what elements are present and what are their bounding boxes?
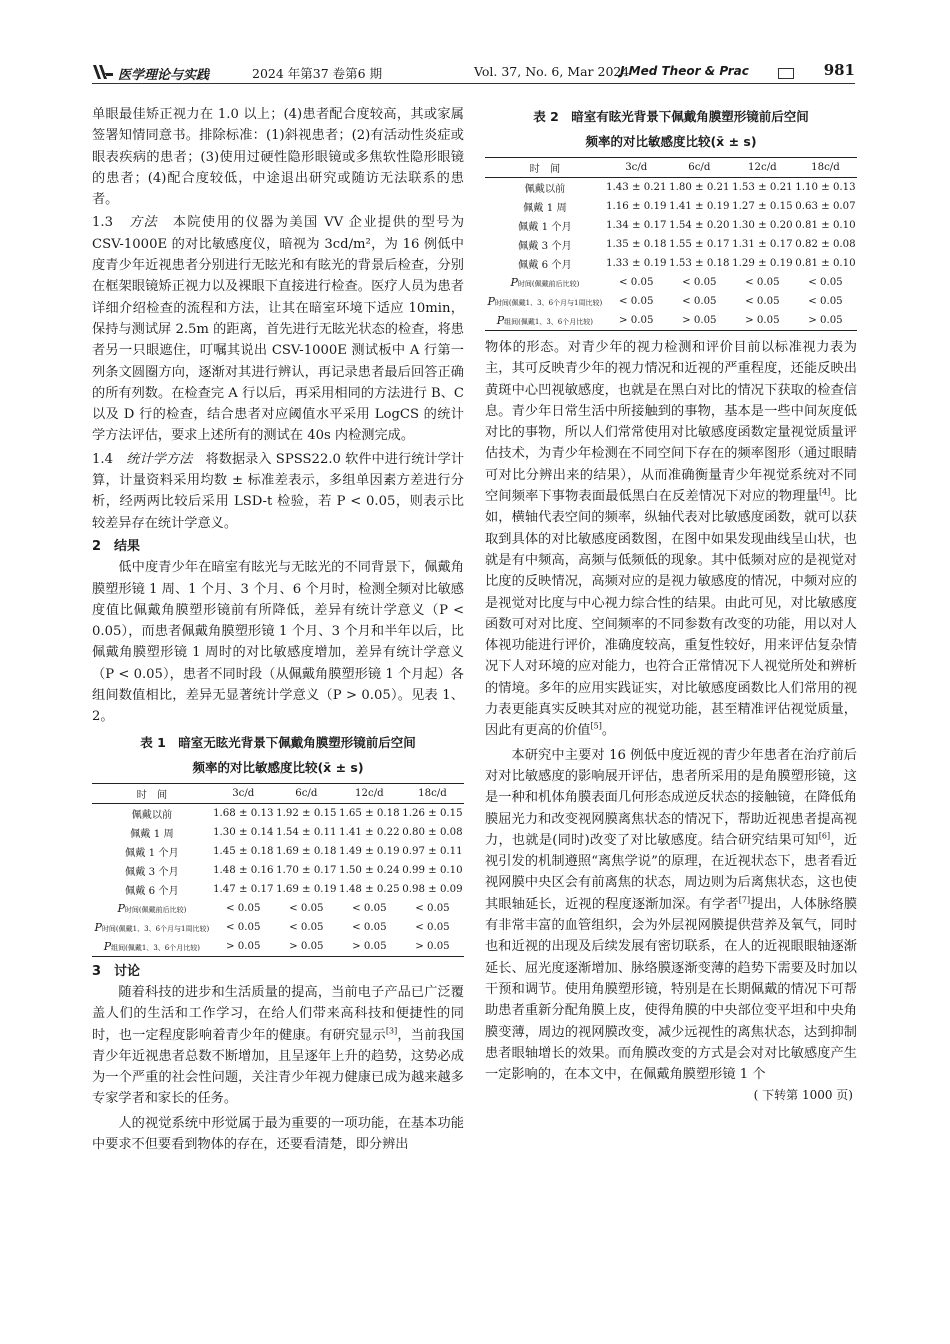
table-row (92, 823, 464, 842)
table-cell: 1.33 ± 0.19 (606, 258, 667, 269)
table-p-row (485, 273, 857, 292)
column-header: 18c/d (418, 787, 447, 799)
p-subscript: 时间(佩戴1、3、6个月与1周比较) (494, 299, 603, 307)
table-cell: 0.80 ± 0.08 (402, 826, 463, 838)
p-symbol: P (487, 295, 495, 308)
table-row (485, 178, 857, 198)
table-cell: < 0.05 (745, 277, 780, 288)
table-cell: < 0.05 (289, 921, 324, 933)
section-number: 1.4 (92, 451, 113, 467)
table-caption: 表 2 暗室有眩光背景下佩戴角膜塑形镜前后空间 (533, 109, 809, 124)
table-cell: 1.48 ± 0.25 (339, 883, 400, 895)
column-header: 时 间 (136, 789, 168, 801)
table-cell: 1.80 ± 0.21 (669, 182, 730, 193)
table-row (485, 254, 857, 273)
paragraph (485, 745, 857, 1086)
table-cell: 1.30 ± 0.14 (213, 826, 274, 838)
column-header: 18c/d (811, 162, 840, 173)
table-p-row (92, 899, 464, 918)
citation: [4] (818, 487, 831, 497)
table-cell: 1.50 ± 0.24 (339, 864, 400, 876)
column-header: 12c/d (748, 162, 777, 173)
p-label (92, 918, 212, 937)
table-cell: < 0.05 (352, 921, 387, 933)
table-cell: 1.92 ± 0.15 (276, 807, 337, 819)
paragraph: 低中度青少年在暗室有眩光与无眩光的不同背景下，佩戴角膜塑形镜 1 周、1 个月、3 个月、6 个月时，检测全频对比敏感度值比佩戴角膜塑形镜前有所降低，差异有统计学意义（P < 0.05），而患者佩戴角膜塑形镜 1 个月、3 个月和半年以后，比佩戴角膜塑形镜 1 周时的对比敏感度增加，差异有统计学意义（P < 0.05），患者不同时段（从佩戴角膜塑形镜 1 个月起）各组间数值相比，差异无显著统计学意义（P > 0.05）。见表 1、2。 (92, 560, 464, 725)
table-row (92, 880, 464, 899)
table-cell: 1.69 ± 0.19 (276, 883, 337, 895)
table-cell: < 0.05 (226, 921, 261, 933)
table-cell: 佩戴 1 个月 (518, 222, 572, 233)
table-caption: 频率的对比敏感度比较(x̄ ± s) (585, 134, 757, 149)
table-cell: 0.98 ± 0.09 (402, 883, 463, 895)
table-cell: > 0.05 (682, 315, 717, 326)
p-subscript: 时间(佩戴前后比较) (517, 280, 580, 288)
column-header: 3c/d (232, 787, 255, 799)
table-row (92, 803, 464, 823)
table-cell: < 0.05 (745, 296, 780, 307)
journal-logo-icon (92, 63, 114, 81)
table-cell: 1.10 ± 0.13 (795, 182, 856, 193)
continued-note: ( 下转第 1000 页) (753, 1088, 853, 1103)
table-1 (92, 730, 464, 957)
table-p-row (92, 937, 464, 957)
section-text: 本院使用的仪器为美国 VV 企业提供的型号为 CSV-1000E 的对比敏感度仪，暗视为 3cd/m²，为 16 例低中度青少年近视患者分别进行无眩光和有眩光的背景后检查，分别在框架眼镜矫正视力以及裸眼下直接进行检查。医疗人员为患者详细介绍检查的流程和方法，让其在暗室环境下适应 10min，保持与测试屏 2.5m 的距离，首先进行无眩光状态的检查，将患者另一只眼遮住，叮嘱其说出 CSV-1000E 测试板中 A 行第一列条文圆圈方向，逐渐对其进行辨认，再记录患者最后回答正确的所有列数。在检查完 A 行以后，再采用相同的方法进行 B、C 以及 D 行的检查，结合患者对应阈值水平采用 LogCS 的统计学方法评估，要求上述所有的测试在 40s 内检测完成。 (92, 215, 465, 444)
table-cell: < 0.05 (808, 296, 843, 307)
p-label (485, 273, 605, 292)
table-cell: 1.53 ± 0.18 (669, 258, 730, 269)
table-cell: < 0.05 (226, 902, 261, 914)
journal-name-cn: 医学理论与实践 (118, 68, 210, 83)
table-cell: < 0.05 (682, 277, 717, 288)
table-row (485, 235, 857, 254)
table-cell: > 0.05 (352, 940, 387, 952)
table-cell: 1.30 ± 0.20 (732, 220, 793, 231)
table-cell: > 0.05 (226, 940, 261, 952)
table-cell: < 0.05 (415, 902, 450, 914)
table-cell: 佩戴 6 个月 (518, 260, 572, 271)
table-cell: < 0.05 (289, 902, 324, 914)
table-cell: 0.97 ± 0.11 (402, 845, 463, 857)
table-cell: 1.69 ± 0.18 (276, 845, 337, 857)
table-cell: 0.99 ± 0.10 (402, 864, 463, 876)
section-label: 统计学方法 (126, 451, 193, 467)
citation: [3] (385, 1026, 398, 1036)
text: 物体的形态。对青少年的视力检测和评价目前以标准视力表为主，其可反映青少年的视力情况和近视的严重程度，还能反映出黄斑中心凹视敏感度，也就是在黑白对比的情况下获取的检查信息。青少年日常生活中所接触到的事物，基本是一些中间灰度低对比的事物，所以人们常常使用对比敏感度函数定量视觉质量评估技术，为青少年检测在不同空间下存在的频率图形（通过眼睛可对比分辨出来的结果），从而准确衡量青少年视觉系统对不同空间频率下事物表面最低黑白在反差情况下对应的物理量 (485, 340, 857, 505)
p-symbol: P (117, 901, 125, 915)
text: 随着科技的进步和生活质量的提高，当前电子产品已广泛覆盖人们的生活和工作学习，在给人们带来高科技和便捷性的同时，也一定程度影响着青少年的健康。有研究显示 (92, 984, 464, 1043)
text: 。比如，横轴代表空间的频率，纵轴代表对比敏感度函数，就可以获取到具体的对比敏感度函数图，在图中如果发现曲线呈山状，也就是有中频高，高频与低频低的现象。其中低频对应的是视觉对比度的反映情况，高频对应的是视力敏感度的情况，中频对应的是视觉对比度与中心视力综合性的结果。由此可见，对比敏感度函数可对对比度、空间频率的不同参数有改变的功能，用以对人体视功能进行评价，准确度较高，重复性较好，用来评估复杂情况下人对环境的应对能力，也符合正常情况下人视觉所处和辨析的情境。多年的应用实践证实，对比敏感度函数比人们常用的视力表更能真实反映其对应的视觉功能，甚至精准评估视觉质量，因此有更高的价值 (485, 489, 858, 739)
data-table (485, 157, 857, 331)
table-cell: 1.29 ± 0.19 (732, 258, 793, 269)
page-header (92, 60, 855, 86)
p-label (485, 311, 605, 331)
table-cell: 佩戴 1 周 (523, 203, 567, 214)
column-header: 6c/d (295, 787, 318, 799)
table-cell: 1.49 ± 0.19 (339, 845, 400, 857)
table-cell: 1.68 ± 0.13 (213, 807, 274, 819)
journal-name-en: J Med Theor & Prac (620, 64, 749, 78)
citation: [7] (738, 895, 751, 905)
table-cell: 0.81 ± 0.10 (795, 258, 856, 269)
section-heading-discussion: 3 讨论 (92, 963, 141, 979)
paragraph (485, 337, 857, 742)
section-text: 将数据录入 SPSS22.0 软件中进行统计学计算，计量资料采用均数 ± 标准差表示，多组单因素方差进行分析，经两两比较后采用 LSD-t 检验，若 P < 0.05，则表示比较差异存在统计学意义。 (92, 451, 465, 531)
text: ，当前我国青少年近视患者总数不断增加，且呈逐年上升的趋势，这势必成为一个严重的社会性问题，关注青少年视力健康已成为越来越多专家学者和家长的任务。 (92, 1027, 465, 1107)
table-cell: > 0.05 (289, 940, 324, 952)
table-cell: < 0.05 (352, 902, 387, 914)
table-cell: 1.48 ± 0.16 (213, 864, 274, 876)
table-p-row (485, 311, 857, 331)
text: 本研究中主要对 16 例低中度近视的青少年患者在治疗前后对对比敏感度的影响展开评估，患者所采用的是角膜塑形镜，这是一种和机体角膜表面几何形态成逆反状态的接触镜，在降低角膜屈光力和改变视网膜离焦状态的情况下，帮助近视患者提高视力，也就是(同时)改变了对比敏感度。结合研究结果可知 (485, 747, 857, 848)
table-cell: 1.31 ± 0.17 (732, 239, 793, 250)
table-row (92, 861, 464, 880)
table-cell: < 0.05 (415, 921, 450, 933)
table-cell: > 0.05 (808, 315, 843, 326)
table-cell: 1.26 ± 0.15 (402, 807, 463, 819)
section-1-4 (92, 449, 464, 534)
table-caption: 频率的对比敏感度比较(x̄ ± s) (192, 759, 364, 775)
column-header: 12c/d (355, 787, 384, 799)
citation: [5] (590, 721, 602, 731)
table-cell: 佩戴以前 (131, 809, 173, 821)
table-cell: 0.82 ± 0.08 (795, 239, 856, 250)
page-number: 981 (823, 61, 855, 79)
table-row (92, 842, 464, 861)
p-symbol: P (94, 920, 102, 934)
table-row (485, 197, 857, 216)
paragraph (92, 982, 464, 1110)
table-cell: 佩戴 3 个月 (518, 241, 572, 252)
citation: [6] (818, 831, 831, 841)
table-cell: 1.16 ± 0.19 (606, 201, 667, 212)
table-cell: 1.35 ± 0.18 (606, 239, 667, 250)
table-cell: 1.41 ± 0.22 (339, 826, 400, 838)
p-subscript: 组间(佩戴1、3、6个月比较) (504, 318, 593, 326)
table-cell: 1.55 ± 0.17 (669, 239, 730, 250)
header-rule (92, 83, 855, 84)
issue-cn: 2024 年第37 卷第6 期 (252, 66, 383, 81)
table-cell: < 0.05 (619, 277, 654, 288)
table-p-row (485, 292, 857, 311)
p-subscript: 时间(佩戴前后比较) (124, 905, 187, 914)
table-cell: 佩戴 6 个月 (125, 885, 179, 897)
volume-info: Vol. 37, No. 6, Mar 2024 (474, 64, 630, 79)
right-column (485, 104, 857, 1106)
p-label (485, 292, 605, 311)
table-cell: > 0.05 (415, 940, 450, 952)
table-cell: 佩戴 1 个月 (125, 847, 179, 859)
table-cell: 佩戴 1 周 (130, 828, 174, 840)
table-cell: 1.45 ± 0.18 (213, 845, 274, 857)
table-header-row (92, 783, 464, 803)
paragraph: 单眼最佳矫正视力在 1.0 以上；(4)患者配合度较高，其或家属签署知情同意书。排除标准：(1)斜视患者；(2)有活动性炎症或眼表疾病的患者；(3)使用过硬性隐形眼镜或多焦软性隐形眼镜的患者；(4)配合度较低，中途退出研究或随访无法联系的患者。 (92, 107, 464, 208)
table-cell: 1.41 ± 0.19 (669, 201, 730, 212)
table-header-row (485, 158, 857, 178)
text: 提出，人体脉络膜有非常丰富的血管组织，会为外层视网膜提供营养及氧气，同时也和近视的出现及后续发展有密切联系，在人的近视眼眼轴逐渐延长、屈光度逐渐增加、脉络膜逐渐变薄的趋势下需要及时加以干预和调节。使用角膜塑形镜，特别是在长期佩戴的情况下可帮助患者重新分配角膜上皮，使得角膜的中央部位变平坦和中央角膜变薄，周边的视网膜改变，减少远视性的离焦状态，达到抑制患者眼轴增长的效果。而角膜改变的方式是会对对比敏感度产生一定影响的，在本文中，在佩戴角膜塑形镜 1 个 (485, 896, 858, 1083)
table-cell: 佩戴 3 个月 (125, 866, 179, 878)
text: 。 (601, 723, 616, 739)
p-label (92, 937, 212, 957)
table-cell: 1.43 ± 0.21 (606, 182, 667, 193)
header-box-icon (778, 68, 794, 79)
p-subscript: 组间(佩戴1、3、6个月比较) (111, 943, 200, 952)
table-cell: 1.54 ± 0.20 (669, 220, 730, 231)
table-cell: 1.47 ± 0.17 (213, 883, 274, 895)
column-header: 3c/d (625, 162, 648, 173)
p-symbol: P (103, 939, 112, 953)
section-number: 1.3 (92, 215, 113, 231)
section-heading-results: 2 结果 (92, 538, 141, 554)
table-cell: 1.65 ± 0.18 (339, 807, 400, 819)
table-2 (485, 104, 857, 331)
table-cell: 0.63 ± 0.07 (795, 201, 856, 212)
table-cell: 佩戴以前 (524, 184, 566, 195)
table-cell: < 0.05 (682, 296, 717, 307)
p-subscript: 时间(佩戴1、3、6个月与1周比较) (101, 924, 210, 933)
table-p-row (92, 918, 464, 937)
column-header: 6c/d (688, 162, 711, 173)
table-cell: < 0.05 (808, 277, 843, 288)
table-cell: 1.70 ± 0.17 (276, 864, 337, 876)
table-cell: 1.53 ± 0.21 (732, 182, 793, 193)
left-column (92, 104, 464, 1155)
table-cell: 1.54 ± 0.11 (276, 826, 337, 838)
p-symbol: P (496, 314, 505, 327)
table-cell: > 0.05 (745, 315, 780, 326)
table-cell: 1.34 ± 0.17 (606, 220, 667, 231)
table-cell: > 0.05 (619, 315, 654, 326)
table-row (485, 216, 857, 235)
section-label: 方法 (128, 215, 159, 231)
p-symbol: P (510, 276, 518, 289)
table-cell: 0.81 ± 0.10 (795, 220, 856, 231)
table-cell: 1.27 ± 0.15 (732, 201, 793, 212)
p-label (92, 899, 212, 918)
data-table (92, 783, 464, 957)
text: ，近视引发的机制遵照“离焦学说”的原理，在近视状态下，患者看近视网膜中央区会有前离焦的状态，周边则为后离焦状态，这也使其眼轴延长，近视的程度逐渐加深。有学者 (485, 832, 858, 912)
paragraph: 人的视觉系统中形觉属于最为重要的一项功能，在基本功能中要求不但要看到物体的存在，还要看清楚，即分辨出 (92, 1115, 464, 1152)
table-caption: 表 1 暗室无眩光背景下佩戴角膜塑形镜前后空间 (140, 734, 416, 750)
table-cell: < 0.05 (619, 296, 654, 307)
section-1-3 (92, 212, 464, 446)
column-header: 时 间 (529, 164, 561, 175)
